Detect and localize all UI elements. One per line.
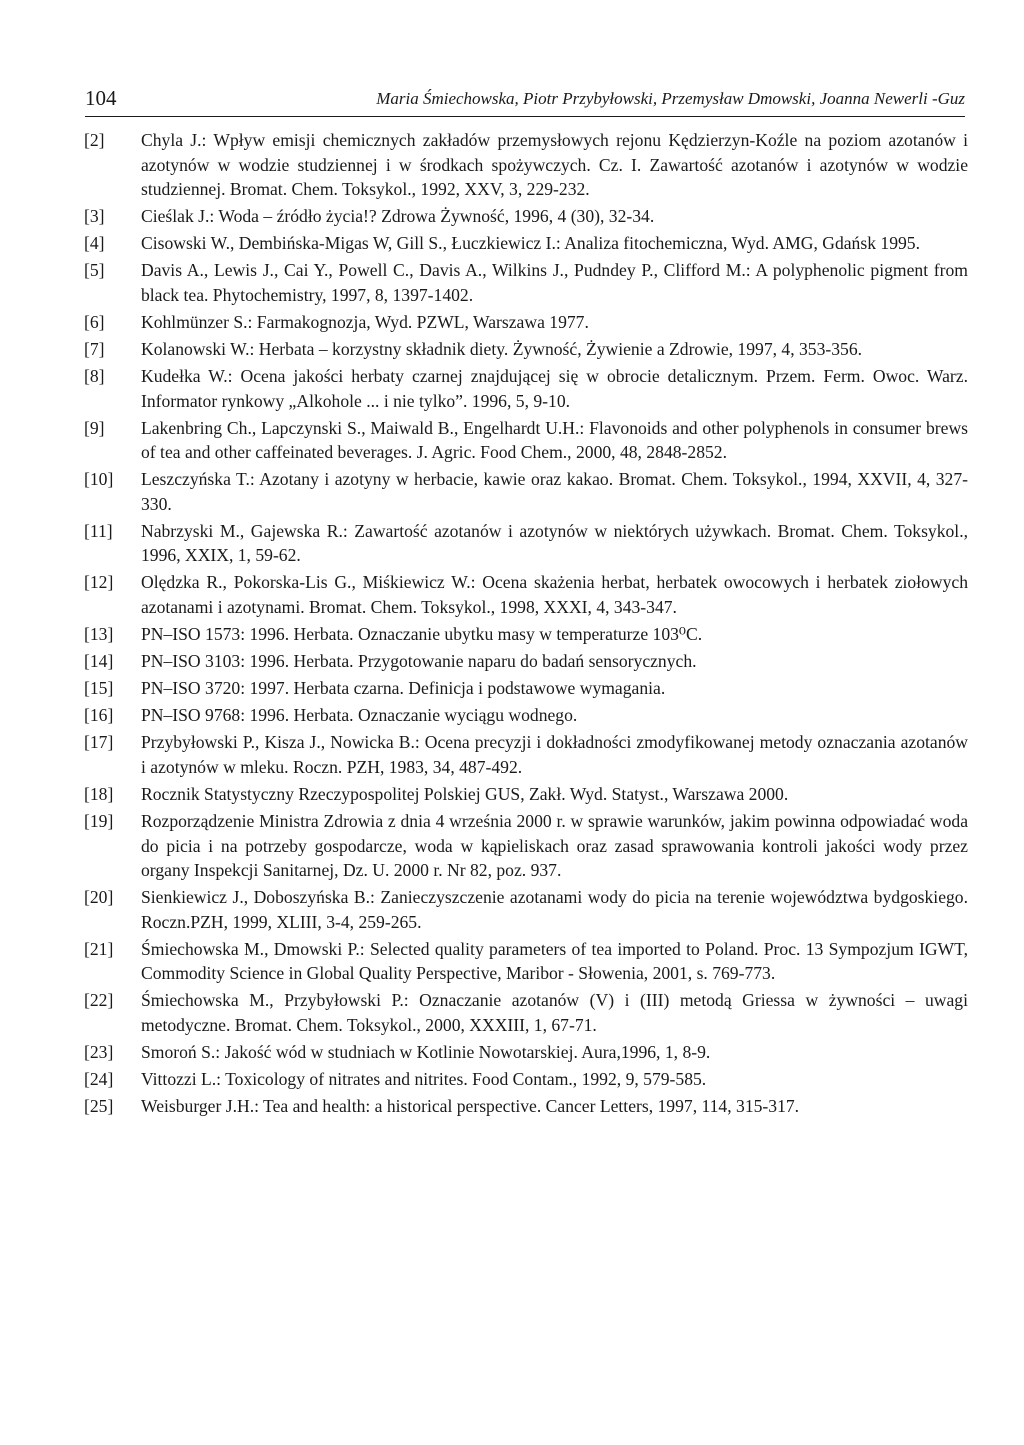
- reference-number: [7]: [84, 338, 105, 359]
- reference-number: [23]: [84, 1041, 114, 1062]
- reference-number: [21]: [84, 938, 114, 959]
- reference-text: Kolanowski W.: Herbata – korzystny składnik diety. Żywność, Żywienie a Zdrowie, 1997, 4, 353-356.: [141, 338, 863, 359]
- reference-text: Smoroń S.: Jakość wód w studniach w Kotlinie Nowotarskiej. Aura,1996, 1, 8-9.: [141, 1041, 711, 1062]
- reference-text: Cisowski W., Dembińska-Migas W, Gill S., Łuczkiewicz I.: Analiza fitochemiczna, Wyd. AMG, Gdańsk 1995.: [141, 233, 920, 254]
- reference-text: Davis A., Lewis J., Cai Y., Powell C., Davis A., Wilkins J., Pudndey P., Clifford M.: A polyphenolic pigment from black tea. Phytochemistry, 1997, 8, 1397-1402.: [141, 260, 968, 305]
- reference-number: [2]: [84, 130, 105, 150]
- reference-text: PN–ISO 1573: 1996. Herbata. Oznaczanie ubytku masy w temperaturze 103⁰C.: [141, 624, 703, 645]
- reference-number: [14]: [84, 651, 114, 672]
- page-number: 104: [85, 86, 117, 110]
- reference-item: [84, 1040, 968, 1065]
- reference-item: [84, 1094, 968, 1119]
- reference-item: [84, 703, 968, 728]
- reference-number: [18]: [84, 784, 114, 804]
- reference-item: [84, 782, 968, 807]
- reference-text: PN–ISO 3103: 1996. Herbata. Przygotowanie naparu do badań sensorycznych.: [141, 651, 697, 672]
- reference-number: [9]: [84, 417, 105, 438]
- reference-number: [5]: [84, 260, 105, 281]
- reference-text: Cieślak J.: Woda – źródło życia!? Zdrowa Żywność, 1996, 4 (30), 32-34.: [141, 206, 655, 227]
- reference-number: [13]: [84, 624, 114, 645]
- reference-text: Przybyłowski P., Kisza J., Nowicka B.: Ocena precyzji i dokładności zmodyfikowanej metody oznaczania azotanów i azotynów w mleku. Roczn. PZH, 1983, 34, 487-492.: [141, 732, 968, 777]
- reference-text: Olędzka R., Pokorska-Lis G., Miśkiewicz W.: Ocena skażenia herbat, herbatek owocowych i herbatek ziołowych azotanami i azotynami. Bromat. Chem. Toksykol., 1998, XXXI, 4, 343-347.: [141, 572, 968, 617]
- reference-text: Kohlmünzer S.: Farmakognozja, Wyd. PZWL, Warszawa 1977.: [141, 311, 589, 332]
- reference-item: [84, 649, 968, 674]
- reference-text: PN–ISO 9768: 1996. Herbata. Oznaczanie wyciągu wodnego.: [141, 705, 578, 726]
- reference-number: [22]: [84, 990, 114, 1011]
- reference-item: [84, 570, 968, 619]
- running-header: [85, 84, 965, 117]
- reference-number: [6]: [84, 311, 105, 332]
- reference-text: Weisburger J.H.: Tea and health: a historical perspective. Cancer Letters, 1997, 114, 315-317.: [141, 1096, 800, 1117]
- reference-text: Rozporządzenie Ministra Zdrowia z dnia 4 września 2000 r. w sprawie warunków, jakim powinna odpowiadać woda do picia i na potrzeby gospodarcze, woda w kąpieliskach oraz zasad sprawowania kontroli jakości wody przez organy Inspekcji Sanitarnej, Dz. U. 2000 r. Nr 82, poz. 937.: [141, 811, 968, 881]
- reference-item: [84, 1067, 968, 1092]
- reference-number: [4]: [84, 233, 105, 254]
- reference-item: [84, 937, 968, 986]
- reference-item: [84, 676, 968, 701]
- reference-item: [84, 622, 968, 647]
- reference-text: Chyla J.: Wpływ emisji chemicznych zakładów przemysłowych rejonu Kędzierzyn-Koźle na poziom azotanów i azotynów w wodzie studziennej i w środkach spożywczych. Cz. I. Zawartość azotanów i azotynów w wodzie studziennej. Bromat. Chem. Toksykol., 1992, XXV, 3, 229-232.: [141, 130, 968, 199]
- reference-item: [84, 231, 968, 256]
- reference-text: Śmiechowska M., Przybyłowski P.: Oznaczanie azotanów (V) i (III) metodą Griessa w żywności – uwagi metodyczne. Bromat. Chem. Toksykol., 2000, XXXIII, 1, 67-71.: [141, 990, 968, 1035]
- reference-item: [84, 885, 968, 934]
- reference-number: [25]: [84, 1096, 114, 1117]
- reference-item: [84, 809, 968, 883]
- reference-number: [16]: [84, 705, 114, 726]
- reference-item: [84, 364, 968, 413]
- reference-number: [15]: [84, 678, 114, 699]
- reference-item: [84, 416, 968, 465]
- reference-number: [8]: [84, 366, 105, 387]
- reference-text: Nabrzyski M., Gajewska R.: Zawartość azotanów i azotynów w niektórych używkach. Bromat. Chem. Toksykol., 1996, XXIX, 1, 59-62.: [141, 520, 968, 566]
- reference-item: [84, 204, 968, 229]
- reference-number: [24]: [84, 1069, 114, 1090]
- reference-item: [84, 128, 968, 202]
- reference-number: [20]: [84, 887, 114, 908]
- reference-item: [84, 519, 968, 568]
- header-authors: Maria Śmiechowska, Piotr Przybyłowski, Przemysław Dmowski, Joanna Newerli -Guz: [376, 89, 965, 108]
- reference-item: [84, 258, 968, 307]
- reference-text: PN–ISO 3720: 1997. Herbata czarna. Definicja i podstawowe wymagania.: [141, 678, 666, 699]
- reference-text: Leszczyńska T.: Azotany i azotyny w herbacie, kawie oraz kakao. Bromat. Chem. Toksykol., 1994, XXVII, 4, 327-330.: [141, 469, 968, 514]
- reference-number: [12]: [84, 572, 114, 593]
- reference-number: [10]: [84, 469, 114, 490]
- reference-number: [3]: [84, 206, 105, 227]
- reference-item: [84, 337, 968, 362]
- reference-text: Lakenbring Ch., Lapczynski S., Maiwald B., Engelhardt U.H.: Flavonoids and other polyphenols in consumer brews of tea and other caffeinated beverages. J. Agric. Food Chem., 2000, 48, 2848-2852.: [141, 417, 968, 463]
- reference-text: Śmiechowska M., Dmowski P.: Selected quality parameters of tea imported to Poland. Proc. 13 Sympozjum IGWT, Commodity Science in Global Quality Perspective, Maribor - Słowenia, 2001, s. 769-773.: [141, 938, 968, 984]
- reference-text: Vittozzi L.: Toxicology of nitrates and nitrites. Food Contam., 1992, 9, 579-585.: [141, 1069, 707, 1090]
- reference-number: [11]: [84, 520, 113, 541]
- reference-item: [84, 467, 968, 516]
- reference-item: [84, 310, 968, 335]
- reference-text: Sienkiewicz J., Doboszyńska B.: Zanieczyszczenie azotanami wody do picia na terenie województwa bydgoskiego. Roczn.PZH, 1999, XLIII, 3-4, 259-265.: [141, 887, 968, 932]
- reference-text: Rocznik Statystyczny Rzeczypospolitej Polskiej GUS, Zakł. Wyd. Statyst., Warszawa 2000.: [141, 784, 789, 804]
- reference-list: [84, 128, 968, 1121]
- reference-number: [19]: [84, 811, 114, 832]
- reference-item: [84, 730, 968, 779]
- reference-item: [84, 988, 968, 1037]
- reference-number: [17]: [84, 732, 114, 753]
- reference-text: Kudełka W.: Ocena jakości herbaty czarnej znajdującej się w obrocie detalicznym. Przem. Ferm. Owoc. Warz. Informator rynkowy „Alkohole ... i nie tylko”. 1996, 5, 9-10.: [141, 366, 968, 411]
